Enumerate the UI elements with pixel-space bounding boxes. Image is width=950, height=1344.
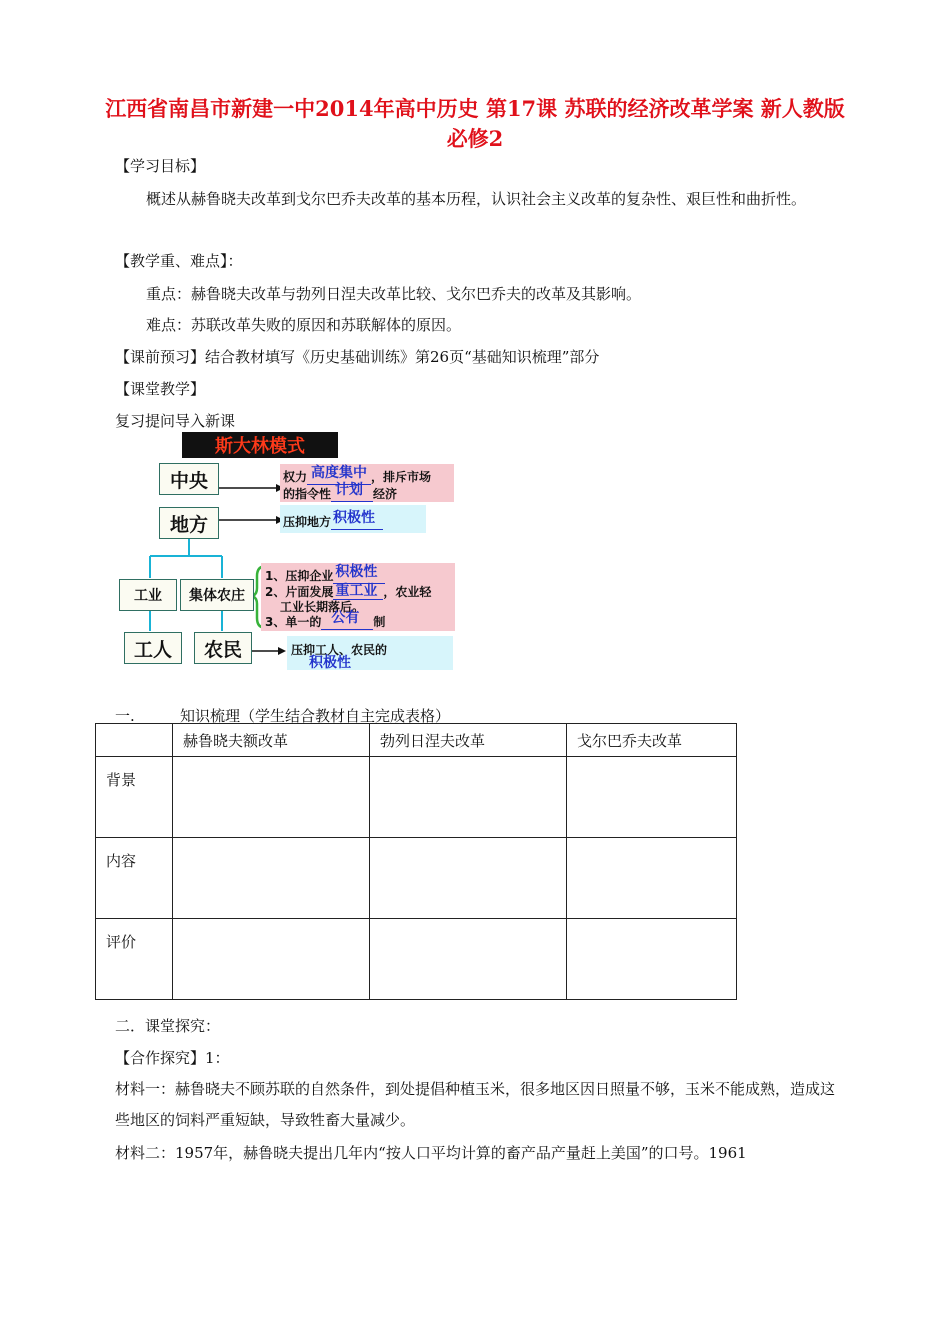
local-box: 地方 [159,507,219,539]
answer-cell [370,757,567,838]
key-point: 重点：赫鲁晓夫改革与勃列日涅夫改革比较、戈尔巴乔夫的改革及其影响。 [146,285,642,303]
answer-cell [370,919,567,1000]
table-header-cell [96,724,173,757]
goal-heading: 【学习目标】 [115,157,206,175]
review-text: 复习提问导入新课 [115,412,236,430]
class-heading: 【课堂教学】 [115,380,206,398]
peasants-box: 农民 [194,632,252,664]
material-two: 材料二：1957年，赫鲁晓夫提出几年内“按人口平均计算的畜产品产量赶上美国”的口号。1961 [115,1144,747,1162]
answer-cell [173,838,370,919]
peasant-fill: 积极性 [309,655,351,671]
central-text-b: ，排斥市场 [371,470,432,484]
key-heading: 【教学重、难点】： [115,252,243,270]
local-panel [280,505,426,533]
central-box: 中央 [159,463,219,495]
table-row [96,757,737,838]
table-row [96,919,737,1000]
document-title: 江西省南昌市新建一中2014年高中历史 第17课 苏联的经济改革学案 新人教版必修2 [105,96,845,151]
material-one: 材料一：赫鲁晓夫不顾苏联的自然条件，到处提倡种植玉米，很多地区因日照量不够，玉米不能成熟，造成这些地区的饲料严重短缺，导致牲畜大量减少。 [115,1080,836,1129]
explore-heading: 二．课堂探究： [115,1017,221,1035]
collective-farm-box: 集体农庄 [180,579,254,611]
central-fill-power: 高度集中 [311,465,368,481]
answer-cell [567,757,737,838]
goal-text: 概述从赫鲁晓夫改革到戈尔巴乔夫改革的基本历程，认识社会主义改革的复杂性、艰巨性和曲折性。 [146,190,807,208]
knowledge-number: 一. [115,707,135,725]
preview-text: 【课前预习】结合教材填写《历史基础训练》第26页“基础知识梳理”部分 [115,348,600,366]
item2-fill: 重工业 [335,583,378,599]
central-text-a: 权力 [283,470,308,484]
table-header-cell: 勃列日涅夫改革 [370,724,567,757]
item3-text-b: 制 [373,615,386,629]
central-fill-plan: 计划 [335,482,364,498]
table-header-cell: 戈尔巴乔夫改革 [567,724,737,757]
item1-fill: 积极性 [335,564,378,580]
reform-comparison-table [95,723,737,1000]
item3-text: 3、单一的 [265,615,322,629]
local-text: 压抑地方 [283,515,332,529]
central-panel [280,464,454,502]
answer-cell [173,757,370,838]
local-fill-initiative: 积极性 [333,510,376,526]
row-label-background: 背景 [106,771,137,789]
peasant-text: 压抑工人、农民的 [291,643,388,657]
central-text-c: 的指令性 [283,487,332,501]
item2-text: 2、片面发展 [265,585,334,599]
answer-cell [567,919,737,1000]
answer-cell [173,919,370,1000]
table-header-cell: 赫鲁晓夫额改革 [173,724,370,757]
knowledge-label: 知识梳理（学生结合教材自主完成表格） [180,707,451,725]
row-label-content: 内容 [106,852,137,870]
answer-cell [370,838,567,919]
peasant-panel [287,636,453,670]
workers-box: 工人 [124,632,182,664]
item2-text-c: 工业长期落后。 [280,600,365,614]
row-label-evaluation: 评价 [106,933,137,951]
table-row [96,838,737,919]
item3-fill: 公有 [331,610,360,626]
difficult-point: 难点：苏联改革失败的原因和苏联解体的原因。 [146,316,462,334]
item2-text-b: ，农业轻 [383,585,432,599]
industry-farm-panel [261,563,455,631]
answer-cell [567,838,737,919]
item1-text: 1、压抑企业 [265,569,334,583]
industry-box: 工业 [119,579,177,611]
diagram-header: 斯大林模式 [182,432,338,458]
coop-heading: 【合作探究】1： [115,1049,230,1067]
central-text-d: 经济 [373,487,398,501]
